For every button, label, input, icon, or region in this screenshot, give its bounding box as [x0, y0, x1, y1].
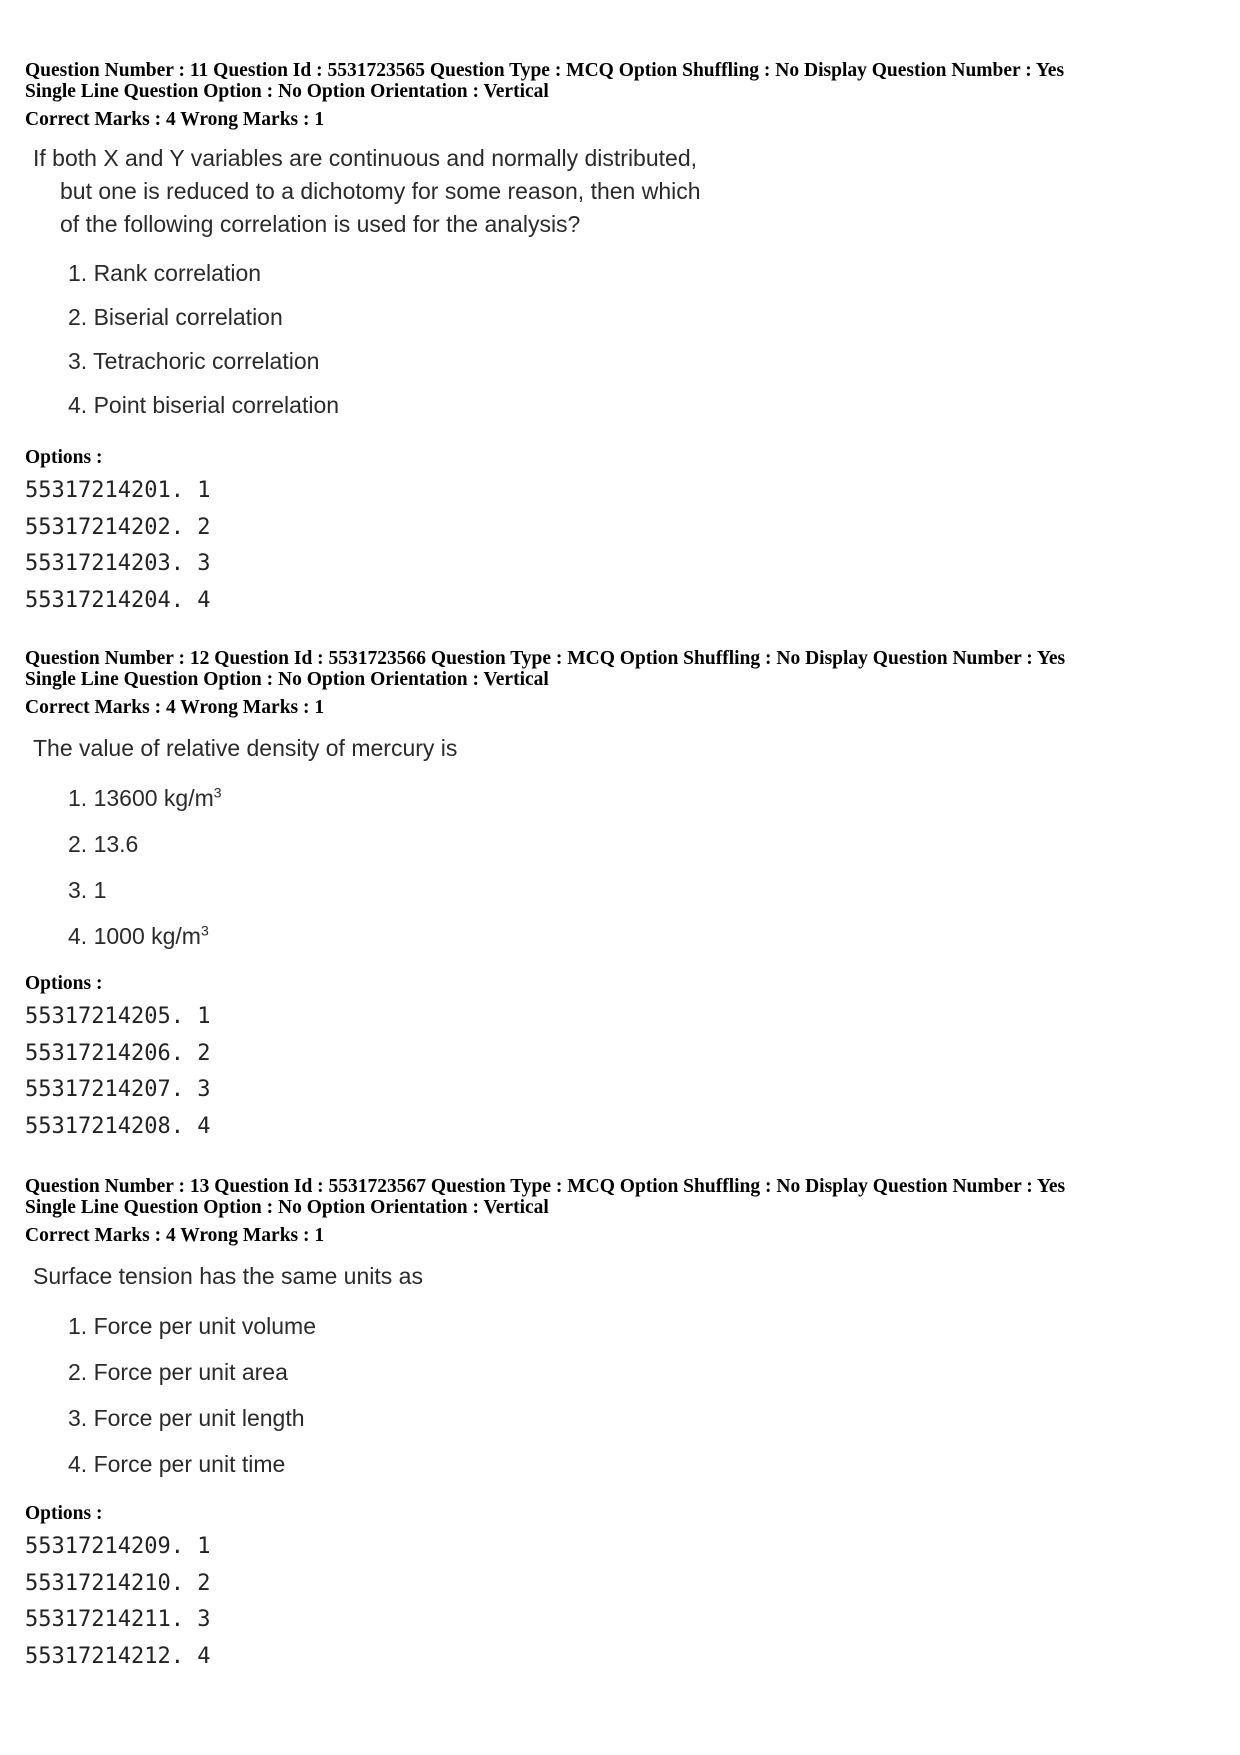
option-value: 1 — [197, 1004, 211, 1029]
question-stem-line: but one is reduced to a dichotomy for some reason, then which — [60, 178, 701, 204]
question-stem-line: of the following correlation is used for the analysis? — [60, 211, 581, 237]
question-stem-line: If both X and Y variables are continuous and normally distributed, — [33, 145, 698, 171]
options-heading: Options : — [25, 1503, 103, 1524]
option-id-row — [25, 1529, 1225, 1566]
option-id-row — [25, 510, 1225, 547]
option-value: 4 — [197, 587, 211, 613]
answer-choice-1: 1. Force per unit volume — [68, 1313, 317, 1339]
option-id: 55317214211 . — [25, 1607, 197, 1632]
question-stem-line: Surface tension has the same units as — [33, 1263, 423, 1289]
question-meta-line-2: Single Line Question Option : No Option Orientation : Vertical — [25, 81, 549, 102]
question-meta-line-1: Question Number : 12 Question Id : 5531723566 Question Type : MCQ Option Shuffling : No Display Question Number : Yes — [25, 648, 1066, 669]
option-id-row — [25, 1602, 1225, 1639]
option-id-row — [25, 583, 1225, 620]
option-id-row — [25, 546, 1225, 583]
option-id: 55317214208 . — [25, 1114, 197, 1139]
answer-choice-2 — [33, 821, 1225, 867]
answer-choice-2: 2. Force per unit area — [68, 1359, 288, 1385]
option-id: 55317214210 . — [25, 1571, 197, 1596]
question-image — [33, 142, 1225, 427]
answer-choice-3: 3. Force per unit length — [68, 1405, 305, 1431]
question-stem — [33, 142, 1225, 241]
option-id-row — [25, 1109, 1225, 1146]
marks-line: Correct Marks : 4 Wrong Marks : 1 — [25, 109, 325, 130]
options-heading: Options : — [25, 973, 103, 994]
answer-choice-1: 1. Rank correlation — [68, 260, 262, 286]
option-id-list — [25, 473, 1225, 619]
unit-exponent: 3 — [213, 784, 222, 801]
option-value: 1 — [197, 1534, 211, 1559]
option-id-row — [25, 1036, 1225, 1073]
option-id: 55317214209 . — [25, 1534, 197, 1559]
option-id: 55317214202 . — [25, 515, 197, 540]
option-id-list — [25, 1529, 1225, 1675]
question-block-12 — [25, 648, 1225, 1145]
option-id: 55317214206 . — [25, 1041, 197, 1066]
unit-exponent: 3 — [200, 922, 209, 939]
answer-choice-2: 2. Biserial correlation — [68, 304, 283, 330]
option-id-row — [25, 473, 1225, 510]
question-stem — [33, 1260, 1225, 1293]
option-id-row — [25, 1072, 1225, 1109]
options-heading: Options : — [25, 447, 103, 468]
answer-choice-3 — [33, 867, 1225, 913]
option-value: 1 — [197, 478, 211, 503]
question-block-11 — [25, 60, 1225, 619]
option-id: 55317214212 . — [25, 1644, 197, 1669]
option-id-list — [25, 999, 1225, 1145]
answer-choice-4: 4. Force per unit time — [68, 1451, 286, 1477]
marks-line: Correct Marks : 4 Wrong Marks : 1 — [25, 697, 325, 718]
question-stem — [33, 732, 1225, 765]
answer-choice-4 — [33, 913, 1225, 959]
question-meta — [25, 648, 1225, 718]
answer-choice-text: 3. 1 — [68, 877, 107, 903]
question-meta-line-1: Question Number : 13 Question Id : 5531723567 Question Type : MCQ Option Shuffling : No Display Question Number : Yes — [25, 1176, 1066, 1197]
option-id-row — [25, 999, 1225, 1036]
question-meta-line-2: Single Line Question Option : No Option Orientation : Vertical — [25, 669, 549, 690]
question-block-13 — [25, 1176, 1225, 1675]
option-value: 2 — [197, 1570, 211, 1596]
question-meta-line-1: Question Number : 11 Question Id : 5531723565 Question Type : MCQ Option Shuffling : No Display Question Number : Yes — [25, 60, 1065, 81]
answer-choices — [33, 775, 1225, 959]
answer-choices — [33, 251, 1225, 427]
option-id-row — [25, 1566, 1225, 1603]
option-value: 3 — [197, 551, 211, 576]
answer-choices — [33, 1303, 1225, 1487]
question-stem-line: The value of relative density of mercury is — [33, 735, 458, 761]
option-id: 55317214201 . — [25, 478, 197, 503]
option-value: 2 — [197, 514, 211, 540]
option-value: 3 — [197, 1077, 211, 1102]
option-id: 55317214205 . — [25, 1004, 197, 1029]
answer-choice-text: 2. 13.6 — [68, 831, 139, 857]
option-value: 4 — [197, 1643, 211, 1669]
question-image — [33, 1260, 1225, 1487]
question-meta — [25, 60, 1225, 130]
option-value: 4 — [197, 1113, 211, 1139]
option-id: 55317214207 . — [25, 1077, 197, 1102]
answer-choice-text: 4. 1000 kg/m — [68, 923, 201, 949]
option-id: 55317214203 . — [25, 551, 197, 576]
answer-choice-text: 1. 13600 kg/m — [68, 785, 214, 811]
option-id: 55317214204 . — [25, 588, 197, 613]
option-value: 2 — [197, 1040, 211, 1066]
marks-line: Correct Marks : 4 Wrong Marks : 1 — [25, 1225, 325, 1246]
option-id-row — [25, 1639, 1225, 1676]
answer-choice-1 — [33, 775, 1225, 821]
option-value: 3 — [197, 1607, 211, 1632]
answer-choice-4: 4. Point biserial correlation — [68, 392, 340, 418]
question-meta — [25, 1176, 1225, 1246]
answer-choice-3: 3. Tetrachoric correlation — [68, 348, 320, 374]
question-meta-line-2: Single Line Question Option : No Option Orientation : Vertical — [25, 1197, 549, 1218]
question-image — [33, 732, 1225, 959]
